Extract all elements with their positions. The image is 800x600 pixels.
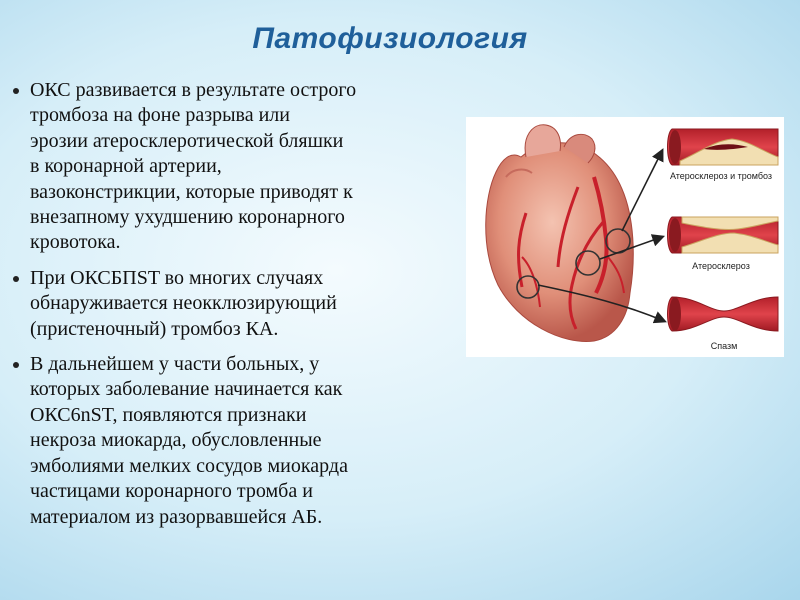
bullet-list (10, 78, 472, 540)
bullet-item (10, 78, 472, 256)
bullet-item (10, 266, 472, 342)
heart-vessels-illustration (466, 117, 784, 357)
bullet-dot-icon (13, 362, 19, 368)
vessel-spasm-icon (668, 297, 779, 331)
bullet-dot-icon (13, 276, 19, 282)
bullet-text: ОКС развивается в результате острого тромбоза на фоне разрыва или эрозии атеросклеротической бляшки в коронарной артерии, вазоконстрикции, которые приводят к внезапному ухудшению коронарного кровотока. (30, 79, 357, 254)
heart-icon (486, 125, 634, 342)
bullet-item (10, 352, 472, 530)
caption-atherosclerosis: Атеросклероз (692, 261, 750, 271)
bullet-dot-icon (13, 88, 19, 94)
bullet-text: В дальнейшем у части больных, у которых заболевание начинается как ОКС6nST, появляются признаки некроза миокарда, обусловленные эмболиями мелких сосудов миокарда частицами коронарного тромба и материалом из разорвавшейся АБ. (30, 353, 348, 528)
bullet-text: При ОКСБПST во многих случаях обнаруживается неокклюзирующий (пристеночный) тромбоз КА. (30, 266, 337, 340)
vessel-atherosclerosis-icon (668, 217, 779, 253)
vessel-thrombosis-icon (668, 129, 779, 165)
caption-spasm: Спазм (710, 341, 738, 351)
illustration-svg (466, 117, 784, 357)
slide-title: Патофизиология (252, 22, 528, 55)
caption-atherosclerosis-thrombosis: Атеросклероз и тромбоз (669, 171, 773, 181)
